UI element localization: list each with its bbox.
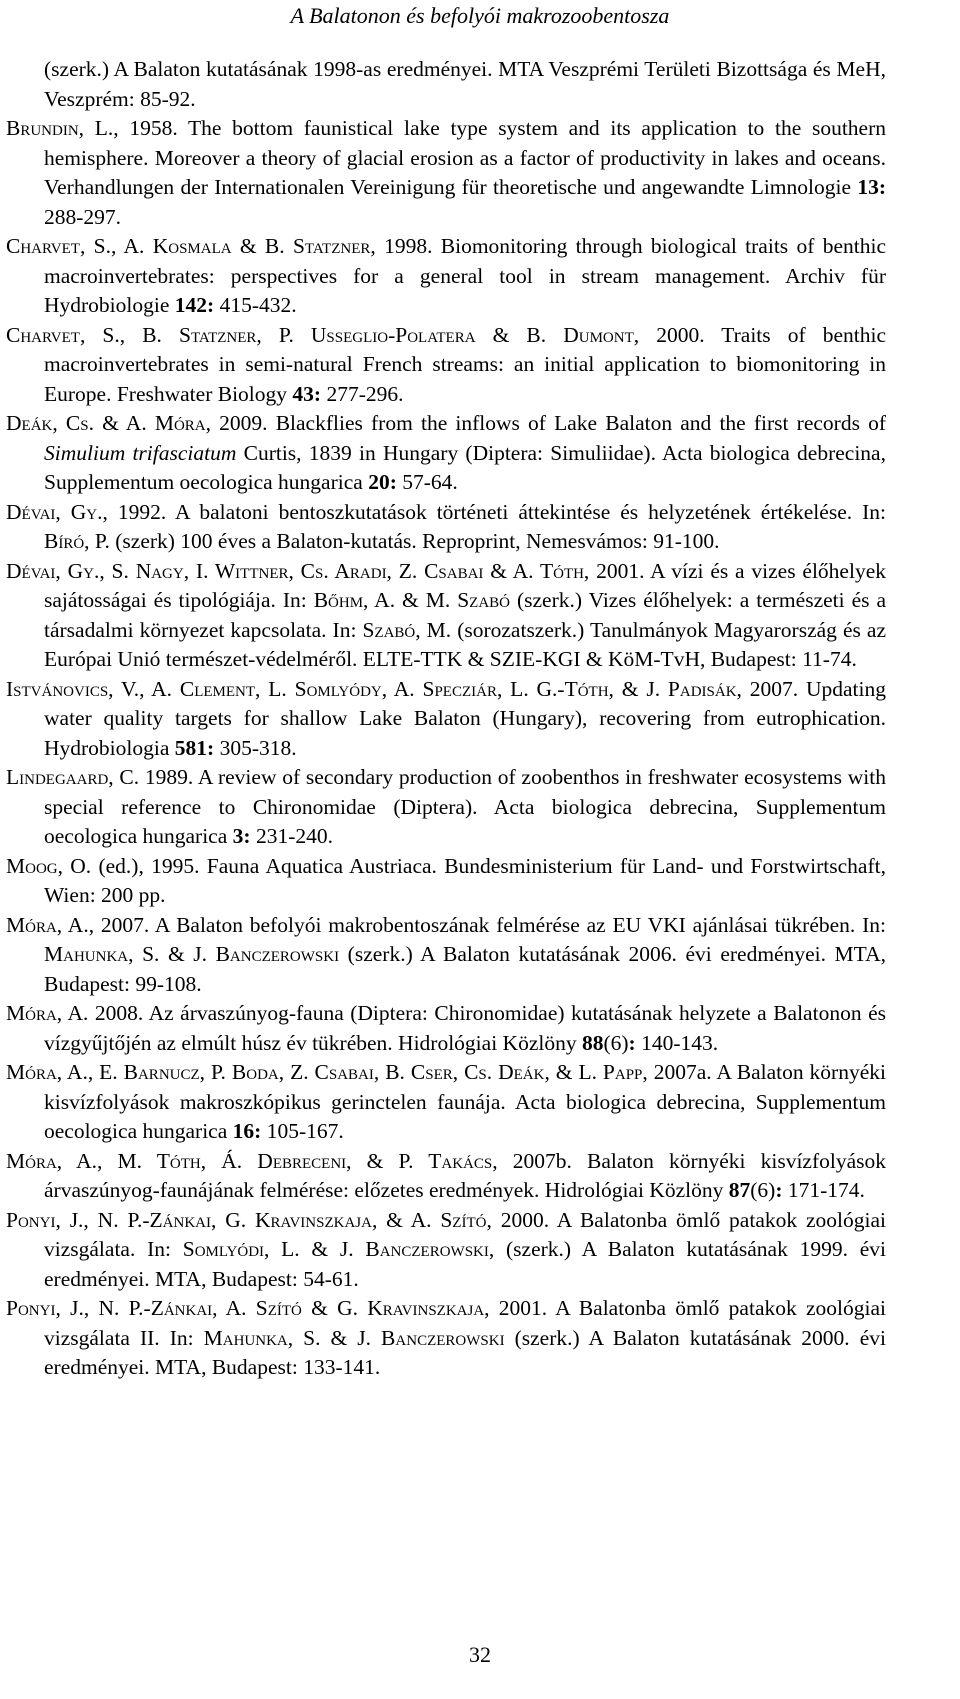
reference-text: , 2007. A Balaton befolyói makrobentoszának felmérése az EU VKI ajánlásai tükrében. In: xyxy=(88,912,886,937)
reference-authors: Móra, A., M. Tóth, Á. Debreceni, & P. Takács xyxy=(6,1148,493,1173)
page-number: 32 xyxy=(469,1642,491,1667)
reference-authors: Deák, Cs. & A. Móra xyxy=(6,411,206,435)
reference-authors: Móra, A., E. Barnucz, P. Boda, Z. Csabai, B. Cser, Cs. Deák, & L. Papp xyxy=(6,1060,643,1084)
reference-authors: Moog, O. xyxy=(6,853,92,878)
reference-authors: Ponyi, J., N. P.-Zánkai, A. Szító & G. Kravinszkaja xyxy=(6,1296,485,1320)
reference-text: 88 xyxy=(581,1030,604,1055)
reference-text: 16: xyxy=(232,1119,262,1143)
reference-text: 415-432. xyxy=(214,293,297,317)
reference-text: 140-143. xyxy=(635,1030,719,1055)
reference-text: , 2007b. Balaton környéki kisvízfolyások árvaszúnyog-faunájának felmérése: előzetes eredmények. Hidrológiai Közlöny xyxy=(44,1148,886,1202)
reference-text: (szerk) 100 éves a Balaton-kutatás. Reproprint, Nemesvámos: 91-100. xyxy=(109,529,720,553)
reference-text: (szerk.) Vizes élőhelyek: a természeti és a társadalmi környezet kapcsolata. In: xyxy=(44,588,886,642)
reference-text: , 2007. Updating water quality targets for shallow Lake Balaton (Hungary), recovering from eutrophication. Hydrobiologia xyxy=(44,676,886,760)
reference-entry xyxy=(6,232,886,321)
reference-text: Curtis, 1839 in Hungary (Diptera: Simuliidae). Acta biologica debrecina, Supplementum oecologica hungarica xyxy=(44,440,886,494)
reference-text: 581: xyxy=(174,735,215,760)
reference-authors: Móra, A. xyxy=(6,1001,89,1025)
reference-authors: Istvánovics, V., A. Clement, L. Somlyódy, A. Specziár, L. G.-Tóth, & J. Padisák xyxy=(6,676,737,701)
reference-text: 288-297. xyxy=(44,204,122,229)
reference-text: , (szerk.) A Balaton kutatásának 1999. évi eredményei. MTA, Budapest: 54-61. xyxy=(44,1237,886,1291)
reference-text: (6) xyxy=(750,1178,776,1202)
reference-entry xyxy=(6,114,886,232)
reference-entry xyxy=(6,1147,886,1206)
reference-entry xyxy=(6,763,886,852)
reference-text: 3: xyxy=(232,824,251,848)
reference-text: , 1958. The bottom faunistical lake type system and its application to the southern hemisphere. Moreover a theory of glacial erosion as a factor of productivity in lakes and oceans. Verhandlungen der Internationalen Vereinigung für theoretische und angewandte Limnologie xyxy=(44,116,886,199)
reference-authors: Móra, A. xyxy=(6,912,89,937)
reference-authors: Bőhm, A. & M. Szabó xyxy=(313,588,510,612)
reference-text: 43: xyxy=(292,381,322,406)
reference-text: Simulium trifasciatum xyxy=(44,440,237,465)
reference-entry xyxy=(6,55,886,114)
reference-text: (szerk.) A Balaton kutatásának 1998-as eredményei. MTA Veszprémi Területi Bizottsága és MeH, Veszprém: 85-92. xyxy=(44,57,886,111)
reference-authors: Lindegaard, C. xyxy=(6,765,140,789)
reference-entry xyxy=(6,409,886,498)
reference-text: : xyxy=(628,1030,636,1055)
reference-entry xyxy=(6,675,886,764)
reference-text: 171-174. xyxy=(782,1178,865,1202)
reference-text: 142: xyxy=(174,293,215,317)
reference-authors: Charvet, S., A. Kosmala & B. Statzner xyxy=(6,234,371,258)
reference-entry xyxy=(6,911,886,1000)
reference-authors: Dévai, Gy. xyxy=(6,499,103,524)
reference-entry xyxy=(6,498,886,557)
reference-entry xyxy=(6,321,886,410)
reference-text: , 2000. A Balatonba ömlő patakok zoológiai vizsgálata. In: xyxy=(44,1207,886,1261)
reference-authors: Somlyódi, L. & J. Banczerowski xyxy=(182,1237,489,1261)
reference-list xyxy=(6,55,886,1383)
reference-text: (sorozatszerk.) Tanulmányok Magyarország és az Európai Unió természet-védelméről. ELTE-TTK & SZIE-KGI & KöM-TvH, Budapest: 11-74. xyxy=(44,617,886,671)
reference-text: , 2000. Traits of benthic macroinvertebrates in semi-natural French streams: an initial application to biomonitoring in Europe. Freshwater Biology xyxy=(44,322,886,406)
reference-text: , 1998. Biomonitoring through biological traits of benthic macroinvertebrates: perspectives for a general tool in stream management. Archiv für Hydrobiologie xyxy=(44,234,886,317)
reference-text: , 1992. A balatoni bentoszkutatások történeti áttekintése és helyzetének értékelése. In: xyxy=(102,499,886,524)
reference-text: , 2001. A Balatonba ömlő patakok zoológiai vizsgálata II. In: xyxy=(44,1296,886,1350)
reference-authors: Mahunka, S. & J. Banczerowski xyxy=(44,942,340,966)
reference-entry xyxy=(6,852,886,911)
reference-authors: Ponyi, J., N. P.-Zánkai, G. Kravinszkaja, & A. Szító xyxy=(6,1207,487,1232)
reference-authors: Szabó, M. xyxy=(362,617,452,642)
reference-text: 57-64. xyxy=(396,470,458,494)
reference-entry xyxy=(6,1058,886,1147)
reference-text: , 2007a. A Balaton környéki kisvízfolyások makroszkópikus gerinctelen faunája. Acta biologica debrecina, Supplementum oecologica hungarica xyxy=(44,1060,886,1143)
reference-text: 105-167. xyxy=(261,1119,344,1143)
reference-entry xyxy=(6,1294,886,1383)
reference-text: 13: xyxy=(857,175,886,199)
reference-entry xyxy=(6,999,886,1058)
reference-text: 305-318. xyxy=(214,735,297,760)
reference-authors: Charvet, S., B. Statzner, P. Usseglio-Polatera & B. Dumont xyxy=(6,322,634,347)
reference-entry xyxy=(6,557,886,675)
reference-text: (ed.), 1995. Fauna Aquatica Austriaca. Bundesministerium für Land- und Forstwirtschaft, Wien: 200 pp. xyxy=(44,853,886,907)
reference-text: (szerk.) A Balaton kutatásának 2000. évi eredményei. MTA, Budapest: 133-141. xyxy=(44,1325,886,1379)
reference-text: : xyxy=(775,1178,783,1202)
reference-text: (szerk.) A Balaton kutatásának 2006. évi eredményei. MTA, Budapest: 99-108. xyxy=(44,942,886,996)
reference-text: , 2009. Blackflies from the inflows of Lake Balaton and the first records of xyxy=(205,411,886,435)
reference-text: 20: xyxy=(368,470,397,494)
reference-text: (6) xyxy=(603,1030,629,1055)
reference-authors: Mahunka, S. & J. Banczerowski xyxy=(203,1325,505,1350)
reference-text: 231-240. xyxy=(250,824,333,848)
running-header: A Balatonon és befolyói makrozoobentosza xyxy=(290,3,670,28)
reference-text: 277-296. xyxy=(321,381,404,406)
reference-text: , 2001. A vízi és a vizes élőhelyek sajátosságai és tipológiája. In: xyxy=(44,558,886,612)
reference-authors: Brundin, L. xyxy=(6,116,114,140)
reference-text: 1989. A review of secondary production of zoobenthos in freshwater ecosystems with special reference to Chironomidae (Diptera). Acta biologica debrecina, Supplementum oecologica hungarica xyxy=(44,765,886,848)
reference-text: 87 xyxy=(728,1178,751,1202)
reference-authors: Dévai, Gy., S. Nagy, I. Wittner, Cs. Aradi, Z. Csabai & A. Tóth xyxy=(6,558,584,583)
reference-entry xyxy=(6,1206,886,1295)
reference-text: 2008. Az árvaszúnyog-fauna (Diptera: Chironomidae) kutatásának helyzete a Balatonon és vízgyűjtőjén az elmúlt húsz év tükrében. Hidrológiai Közlöny xyxy=(44,1001,886,1055)
reference-authors: Bíró, P. xyxy=(44,529,110,553)
